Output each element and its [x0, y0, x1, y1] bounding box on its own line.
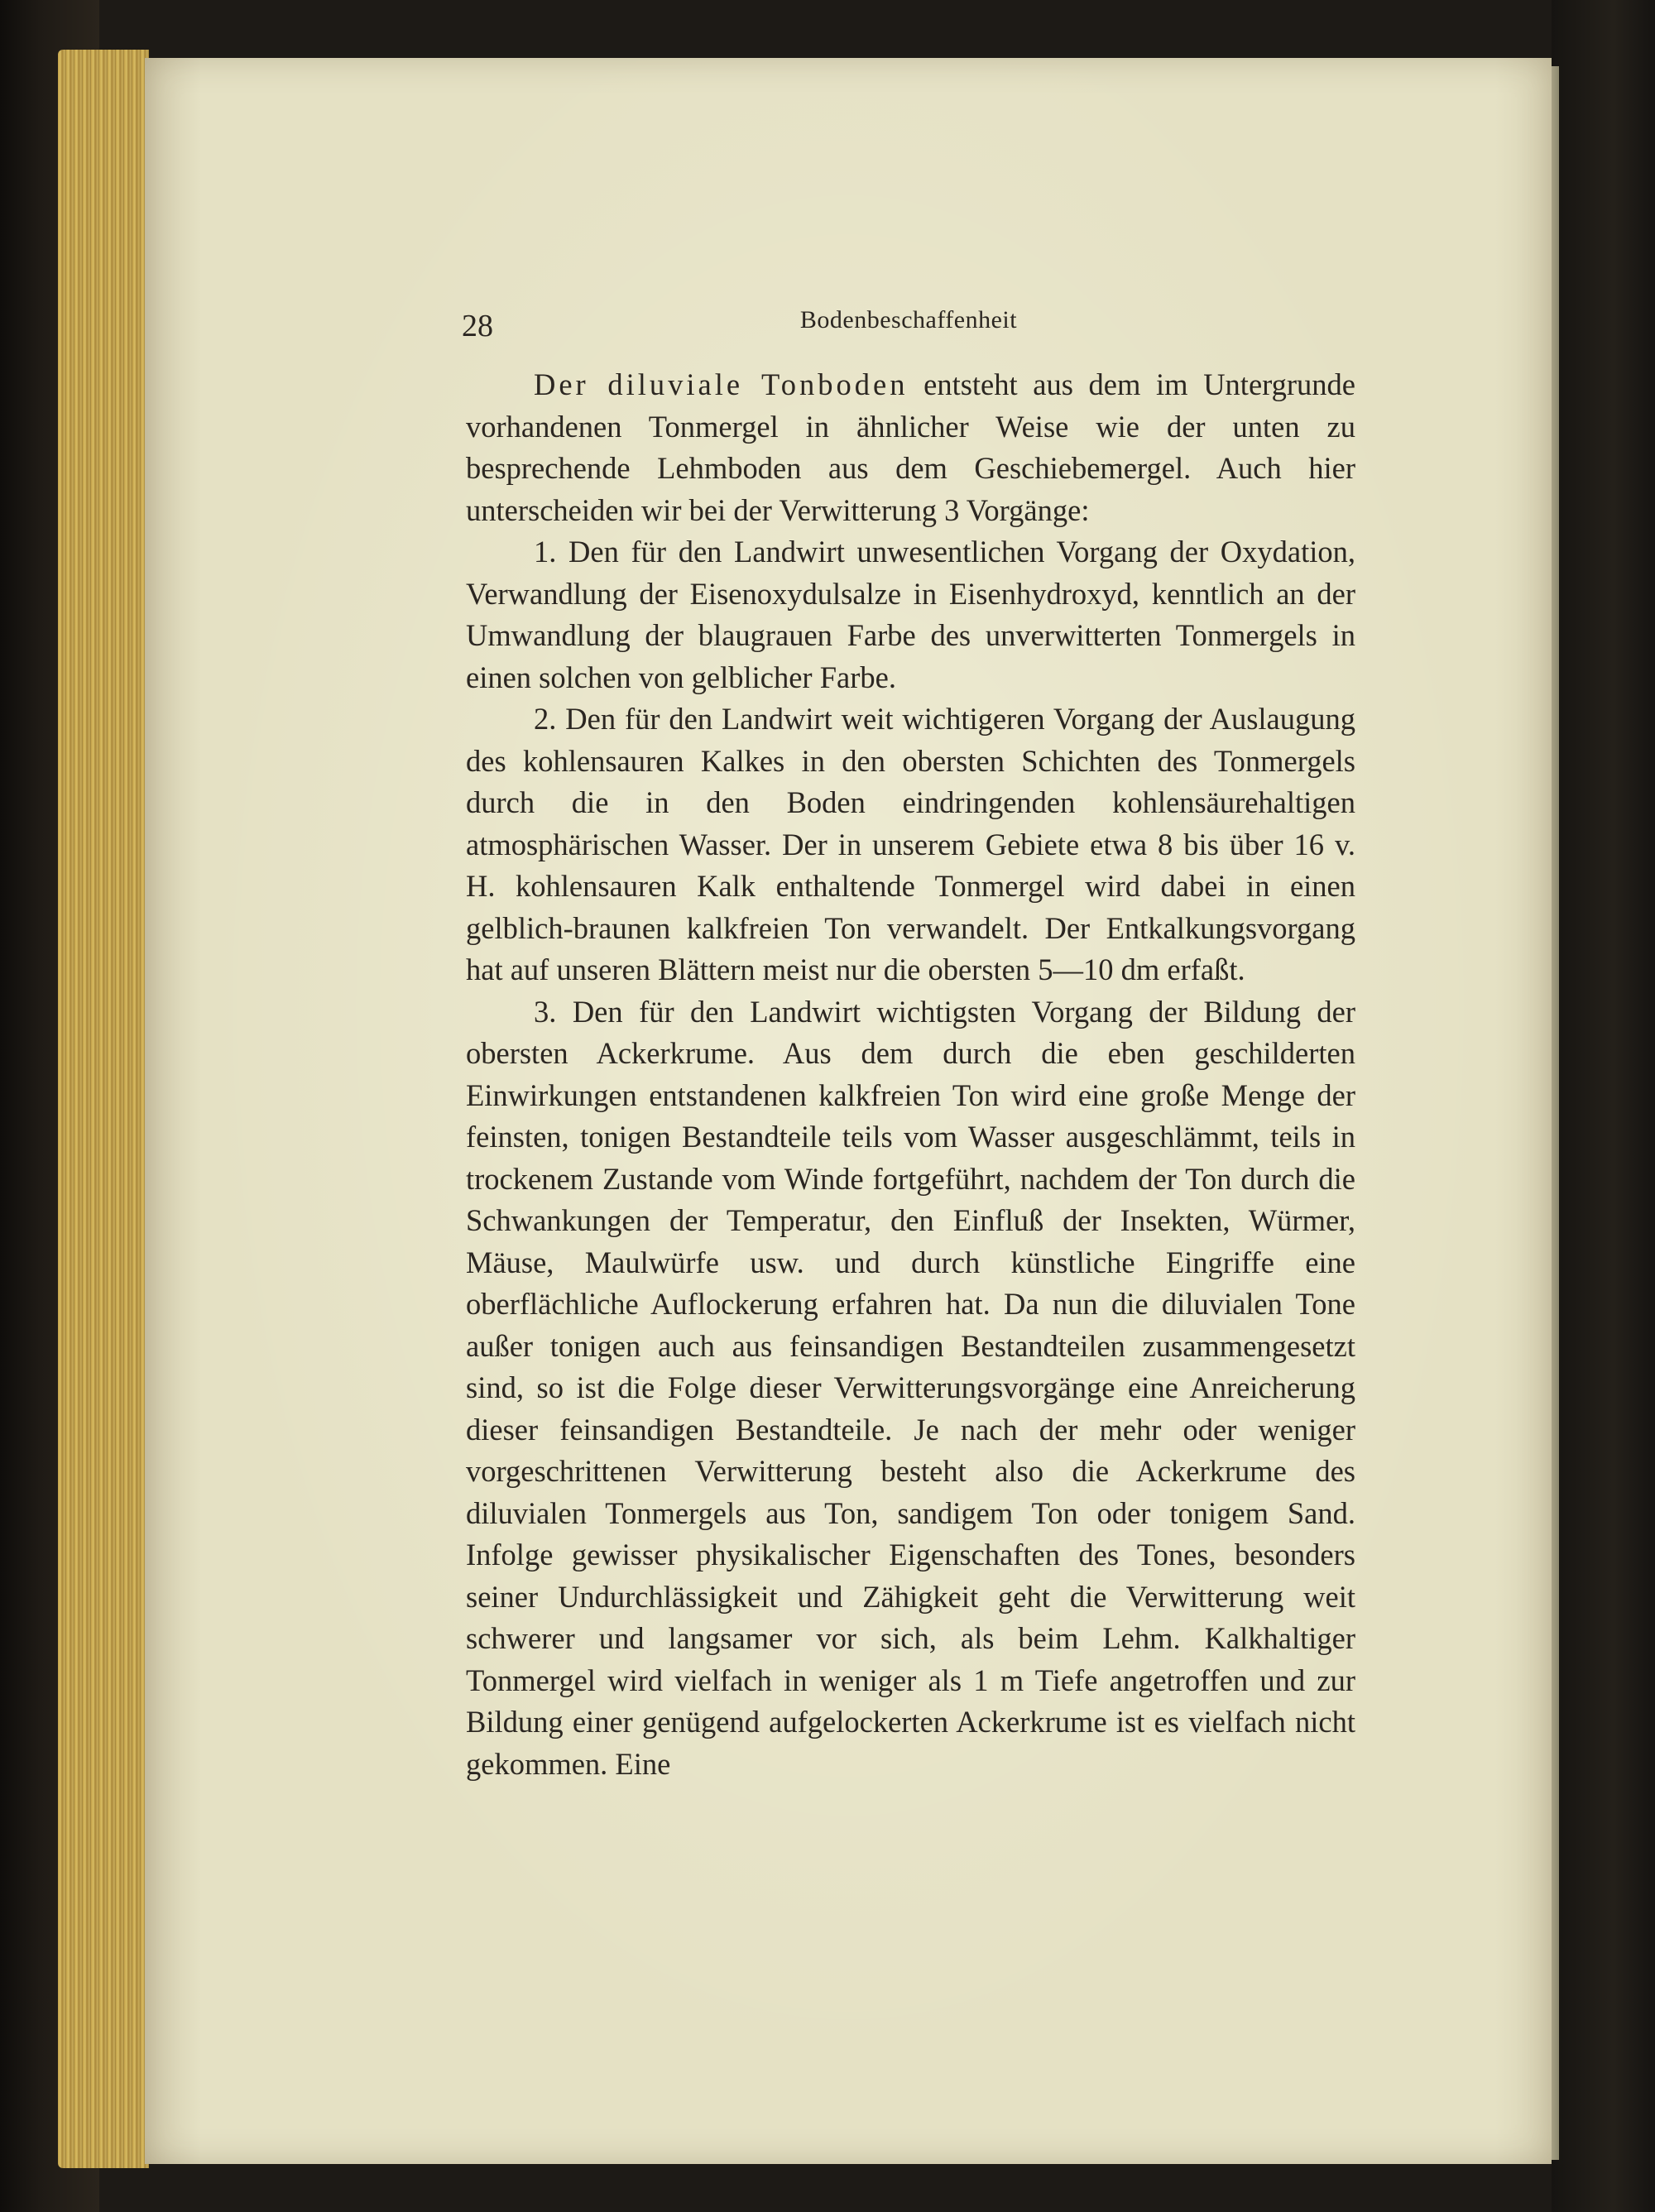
paragraph-text: entsteht aus dem im Untergrunde vorhandenen Tonmergel in ähnlicher Weise wie der unten zu besprechende Lehmboden aus dem Geschiebemergel. Auch hier unterscheiden wir bei der Verwitterung 3 Vorgänge:: [466, 367, 1355, 527]
book-background-right: [1552, 0, 1655, 2212]
emphasized-term: Der diluviale Tonboden: [534, 367, 909, 401]
page-header: [462, 305, 1355, 354]
paragraph-item-2: 2. Den für den Landwirt weit wichtigeren Vorgang der Auslaugung des kohlensauren Kalkes in den obersten Schichten des Tonmergels durch die in den Boden eindringenden kohlensäurehaltigen atmosphärischen Wasser. Der in unserem Gebiete etwa 8 bis über 16 v. H. kohlensauren Kalk enthaltende Tonmergel wird dabei in einen gelblich-braunen kalkfreien Ton verwandelt. Der Entkalkungsvorgang hat auf unseren Blättern meist nur die obersten 5—10 dm erfaßt.: [466, 702, 1355, 986]
paragraph-item-1: 1. Den für den Landwirt unwesentlichen Vorgang der Oxydation, Verwandlung der Eisenoxydulsalze in Eisenhydroxyd, kenntlich an der Umwandlung der blaugrauen Farbe des unverwitterten Tonmergels in einen solchen von gelblicher Farbe.: [466, 535, 1355, 694]
paragraph-item-3: 3. Den für den Landwirt wichtigsten Vorgang der Bildung der obersten Ackerkrume. Aus dem durch die eben geschilderten Einwirkungen entstandenen kalkfreien Ton wird eine große Menge der feinsten, tonigen Bestandteile teils vom Wasser ausgeschlämmt, teils in trockenem Zustande vom Winde fortgeführt, nachdem der Ton durch die Schwankungen der Temperatur, den Einfluß der Insekten, Würmer, Mäuse, Maulwürfe usw. und durch künstliche Eingriffe eine oberflächliche Auflockerung erfahren hat. Da nun die diluvialen Tone außer tonigen auch aus feinsandigen Bestandteilen zusammengesetzt sind, so ist die Folge dieser Verwitterungsvorgänge eine Anreicherung dieser feinsandigen Bestandteile. Je nach der mehr oder weniger vorgeschrittenen Verwitterung besteht also die Ackerkrume des diluvialen Tonmergels aus Ton, sandigem Ton oder tonigem Sand. Infolge gewisser physikalischer Eigenschaften des Tones, besonders seiner Undurchlässigkeit und Zähigkeit geht die Verwitterung weit schwerer und langsamer vor sich, als beim Lehm. Kalkhaltiger Tonmergel wird vielfach in weniger als 1 m Tiefe angetroffen und zur Bildung einer genügend aufgelockerten Ackerkrume ist es vielfach nicht gekommen. Eine: [466, 994, 1355, 1781]
page-edges-gilt: [58, 50, 149, 2168]
paragraph-intro: [466, 364, 1355, 531]
page-number: 28: [462, 309, 493, 343]
running-head: Bodenbeschaffenheit: [799, 306, 1018, 333]
body-text: [466, 364, 1355, 1785]
